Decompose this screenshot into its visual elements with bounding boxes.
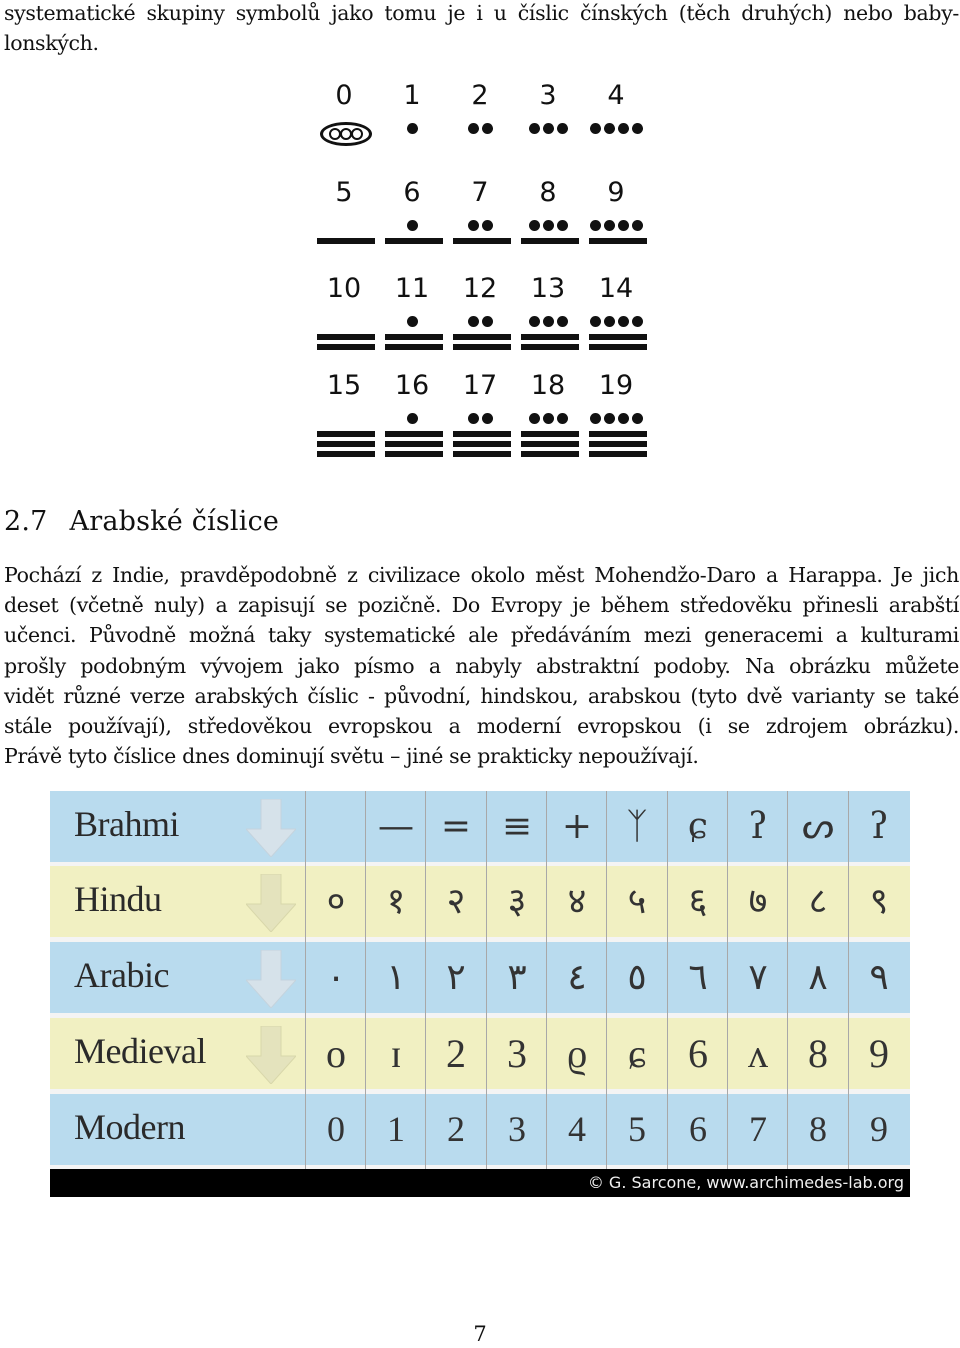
maya-dot: [407, 220, 418, 231]
maya-numeral: [514, 78, 582, 174]
numeral-digit: ०: [326, 881, 346, 922]
text-line: Právě tyto číslice dnes dominují světu – jiné se prakticky nepoužívají.: [4, 744, 699, 769]
maya-dot: [604, 316, 615, 327]
numerals-row-modern: [50, 1094, 910, 1165]
maya-numeral-label: 17: [462, 370, 498, 401]
maya-numeral-label: 10: [326, 273, 362, 304]
maya-numeral: [446, 78, 514, 174]
maya-dots: [378, 220, 446, 231]
numerals-row-hindu: [50, 866, 910, 937]
maya-dots: [378, 413, 446, 424]
maya-bar: [521, 441, 579, 447]
image-credit: © G. Sarcone, www.archimedes-lab.org: [587, 1173, 904, 1192]
numeral-digit: 5: [628, 1109, 646, 1149]
maya-dot: [557, 413, 568, 424]
numeral-digit: २: [446, 881, 466, 922]
column-divider: [425, 791, 426, 1169]
numeral-digit: ५: [627, 881, 647, 922]
numeral-digit: 4: [568, 1109, 586, 1149]
down-arrow-icon: [246, 874, 296, 932]
numeral-digit: 8: [808, 1031, 828, 1076]
text-line: stále používají), středověkou evropskou a moderní evropskou (i se zdrojem obrázku).: [4, 714, 959, 739]
numeral-digit: =: [440, 806, 472, 847]
numeral-digit: ʌ: [748, 1031, 768, 1076]
maya-dot: [543, 316, 554, 327]
maya-dot: [468, 123, 479, 134]
numeral-digit: 8: [809, 1109, 827, 1149]
numeral-digit: ٢: [446, 957, 466, 998]
maya-dot: [407, 123, 418, 134]
numeral-digit: ٧: [748, 957, 768, 998]
maya-dot: [529, 413, 540, 424]
maya-dot: [468, 413, 479, 424]
maya-numeral-label: 3: [539, 80, 557, 111]
credit-bar: [50, 1169, 910, 1197]
numerals-table-figure: [50, 791, 910, 1197]
maya-dot: [557, 123, 568, 134]
numeral-digit: [306, 791, 366, 862]
maya-bar: [589, 451, 647, 457]
maya-bar: [385, 431, 443, 437]
maya-numeral: [310, 368, 378, 464]
column-divider: [606, 791, 607, 1169]
shell-zero-icon: [320, 122, 372, 146]
column-divider: [365, 791, 366, 1169]
numeral-digit: 3: [507, 1031, 527, 1076]
maya-bar: [385, 334, 443, 340]
down-arrow-icon: [246, 799, 296, 857]
maya-numeral-label: 15: [326, 370, 362, 401]
numeral-digit: 2: [446, 1031, 466, 1076]
maya-numeral: [514, 175, 582, 271]
maya-dots: [378, 316, 446, 327]
column-divider: [787, 791, 788, 1169]
maya-dots: [582, 220, 650, 231]
maya-numeral: [378, 271, 446, 367]
section-title: Arabské číslice: [69, 506, 280, 537]
numeral-digit: ɕ: [628, 1031, 646, 1076]
maya-numeral: [446, 271, 514, 367]
text-line: vidět různé verze arabských číslic - původní, hindskou, arabskou (tyto dvě varianty se také: [4, 683, 959, 708]
maya-numeral: [378, 175, 446, 271]
maya-numeral-label: 0: [335, 80, 353, 111]
numeral-digit: ٥: [627, 957, 647, 998]
maya-bar: [385, 441, 443, 447]
maya-numeral-label: 13: [530, 273, 566, 304]
numeral-digit: ८: [808, 881, 828, 922]
maya-dot: [543, 220, 554, 231]
maya-bar: [317, 344, 375, 350]
row-label: Medieval: [74, 1031, 206, 1071]
column-divider: [546, 791, 547, 1169]
numeral-digit: ≡: [501, 806, 533, 847]
maya-numeral-label: 18: [530, 370, 566, 401]
numeral-digit: ٩: [869, 957, 889, 998]
maya-dot: [529, 220, 540, 231]
maya-bar: [317, 451, 375, 457]
numeral-digit: ɕ: [687, 806, 709, 847]
maya-dot: [632, 220, 643, 231]
text-line: systematické skupiny symbolů jako tomu je i u číslic čínských (těch druhých) nebo baby-: [4, 1, 959, 25]
numeral-digit: 1: [387, 1109, 405, 1149]
down-arrow-icon: [246, 1026, 296, 1084]
maya-dots: [446, 413, 514, 424]
maya-numeral: [310, 271, 378, 367]
maya-numeral-label: 9: [607, 177, 625, 208]
maya-bar: [317, 431, 375, 437]
numeral-digit: ९: [869, 881, 889, 922]
numerals-row-medieval: [50, 1018, 910, 1089]
maya-bar: [589, 441, 647, 447]
maya-bar: [521, 238, 579, 244]
maya-dot: [407, 413, 418, 424]
column-divider: [727, 791, 728, 1169]
numeral-digit: ʔ: [869, 806, 889, 847]
intro-paragraph: [4, 0, 959, 58]
column-divider: [305, 791, 306, 1169]
maya-dot: [618, 413, 629, 424]
numeral-digit: ʔ: [748, 806, 768, 847]
maya-numeral: [514, 271, 582, 367]
maya-numeral: [514, 368, 582, 464]
maya-numeral-label: 19: [598, 370, 634, 401]
row-label: Arabic: [74, 955, 169, 995]
maya-dots: [582, 123, 650, 134]
maya-bar: [589, 238, 647, 244]
numeral-digit: 6: [689, 1109, 707, 1149]
maya-numeral: [310, 175, 378, 271]
maya-numeral: [378, 368, 446, 464]
down-arrow-icon: [246, 950, 296, 1008]
maya-bar: [589, 334, 647, 340]
maya-numeral-label: 5: [335, 177, 353, 208]
maya-dots: [514, 220, 582, 231]
maya-bar: [453, 441, 511, 447]
maya-numeral-label: 2: [471, 80, 489, 111]
maya-bar: [521, 431, 579, 437]
maya-dot: [468, 316, 479, 327]
maya-dot: [618, 316, 629, 327]
maya-dot: [482, 316, 493, 327]
numeral-digit: ४: [567, 881, 587, 922]
maya-dot: [604, 413, 615, 424]
maya-dot: [557, 316, 568, 327]
body-paragraph: [4, 560, 959, 771]
text-line: učenci. Původně možná taky systematické ale předáváním mezi generacemi a kulturami: [4, 623, 959, 648]
maya-numeral: [582, 78, 650, 174]
maya-bar: [317, 441, 375, 447]
maya-dot: [632, 123, 643, 134]
numerals-row-brahmi: [50, 791, 910, 862]
maya-numeral-label: 16: [394, 370, 430, 401]
maya-bar: [317, 334, 375, 340]
maya-numeral: [582, 175, 650, 271]
numeral-digit: ᔕ: [801, 806, 835, 847]
numeral-digit: —: [378, 806, 414, 847]
maya-dots: [582, 316, 650, 327]
maya-bar: [385, 451, 443, 457]
numeral-digit: ١: [386, 957, 406, 998]
text-line: Pochází z Indie, pravděpodobně z civilizace okolo měst Mohendžo-Daro a Harappa. Je jich: [4, 563, 959, 587]
maya-numeral: [582, 271, 650, 367]
maya-bar: [521, 344, 579, 350]
maya-dot: [590, 413, 601, 424]
maya-numeral: [378, 78, 446, 174]
maya-numeral: [310, 78, 378, 174]
numeral-digit: 9: [869, 1031, 889, 1076]
maya-dot: [618, 220, 629, 231]
maya-numeral-label: 4: [607, 80, 625, 111]
maya-numeral: [582, 368, 650, 464]
section-heading: [4, 506, 279, 537]
maya-dot: [529, 123, 540, 134]
maya-numeral: [446, 368, 514, 464]
maya-dot: [632, 316, 643, 327]
maya-numeral-label: 1: [403, 80, 421, 111]
maya-dot: [632, 413, 643, 424]
numeral-digit: ɪ: [390, 1031, 402, 1076]
numeral-digit: o: [326, 1031, 346, 1076]
section-number: 2.7: [4, 506, 48, 537]
numeral-digit: ᛉ: [626, 806, 648, 847]
numeral-digit: ७: [748, 881, 768, 922]
maya-bar: [453, 334, 511, 340]
text-line: prošly podobným vývojem jako písmo a nabyly abstraktní podoby. Na obrázku můžete: [4, 653, 959, 678]
maya-dots: [582, 413, 650, 424]
maya-dot: [529, 316, 540, 327]
row-label: Modern: [74, 1107, 185, 1147]
maya-bar: [453, 344, 511, 350]
numeral-digit: ३: [507, 881, 527, 922]
maya-dot: [482, 220, 493, 231]
numeral-digit: 0: [327, 1109, 345, 1149]
maya-numeral-label: 12: [462, 273, 498, 304]
column-divider: [848, 791, 849, 1169]
numeral-digit: 3: [508, 1109, 526, 1149]
maya-numeral-label: 7: [471, 177, 489, 208]
page-number: 7: [473, 1322, 487, 1346]
maya-dot: [557, 220, 568, 231]
numeral-digit: 7: [749, 1109, 767, 1149]
row-label: Hindu: [74, 879, 162, 919]
numeral-digit: +: [561, 806, 593, 847]
maya-dot: [468, 220, 479, 231]
numeral-digit: 9: [870, 1109, 888, 1149]
maya-bar: [521, 334, 579, 340]
numeral-digit: १: [386, 881, 406, 922]
maya-dots: [514, 316, 582, 327]
maya-bar: [589, 344, 647, 350]
maya-dot: [482, 123, 493, 134]
maya-dots: [378, 123, 446, 134]
row-label: Brahmi: [74, 804, 179, 844]
maya-dot: [407, 316, 418, 327]
maya-dot: [590, 123, 601, 134]
maya-dots: [514, 123, 582, 134]
maya-numeral-label: 11: [394, 273, 430, 304]
maya-bar: [453, 238, 511, 244]
text-line: lonských.: [4, 31, 99, 56]
numeral-digit: ६: [688, 881, 708, 922]
numeral-digit: 2: [447, 1109, 465, 1149]
maya-numeral: [446, 175, 514, 271]
maya-dot: [618, 123, 629, 134]
maya-dots: [446, 316, 514, 327]
maya-numerals-figure: [306, 78, 658, 468]
maya-dots: [446, 220, 514, 231]
column-divider: [486, 791, 487, 1169]
maya-dot: [543, 413, 554, 424]
text-line: deset (včetně nuly) a zapisují se pozičně. Do Evropy je během středověku přinesli arabští: [4, 593, 959, 618]
maya-dot: [590, 316, 601, 327]
maya-dot: [604, 220, 615, 231]
numerals-row-arabic: [50, 942, 910, 1013]
maya-dot: [590, 220, 601, 231]
maya-bar: [317, 238, 375, 244]
maya-bar: [453, 431, 511, 437]
column-divider: [667, 791, 668, 1169]
maya-numeral-label: 6: [403, 177, 421, 208]
maya-bar: [589, 431, 647, 437]
maya-numeral-label: 14: [598, 273, 634, 304]
numeral-digit: ٨: [808, 957, 828, 998]
maya-dots: [446, 123, 514, 134]
numeral-digit: 6: [688, 1031, 708, 1076]
numeral-digit: ٤: [567, 957, 587, 998]
maya-dot: [604, 123, 615, 134]
maya-dot: [482, 413, 493, 424]
numeral-digit: ٦: [688, 957, 708, 998]
maya-bar: [521, 451, 579, 457]
numeral-digit: ٠: [326, 957, 346, 998]
maya-bar: [453, 451, 511, 457]
numeral-digit: ٣: [507, 957, 527, 998]
maya-dot: [543, 123, 554, 134]
numeral-digit: ϱ: [566, 1031, 588, 1076]
maya-dots: [514, 413, 582, 424]
maya-bar: [385, 238, 443, 244]
maya-numeral-label: 8: [539, 177, 557, 208]
maya-bar: [385, 344, 443, 350]
